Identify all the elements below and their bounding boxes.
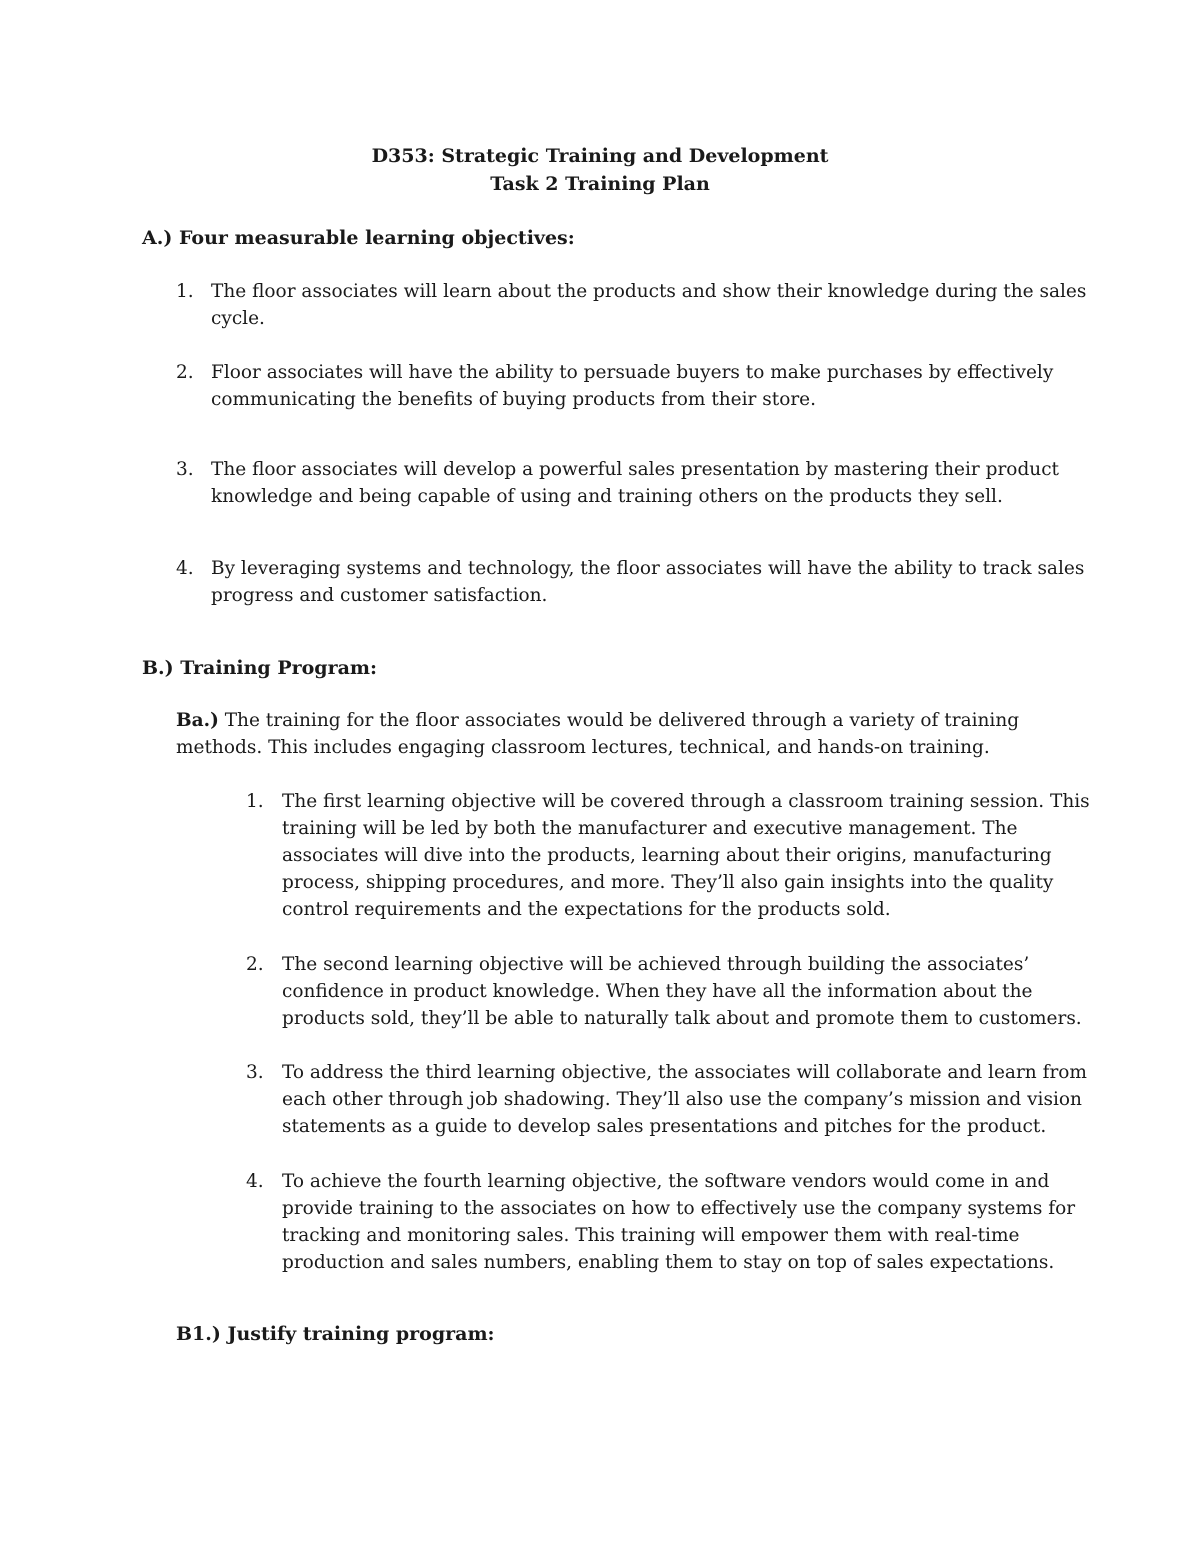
objective-text: The floor associates will develop a powerful sales presentation by mastering their product knowledge and being capable of using and training others on the products they sell.	[211, 459, 1059, 507]
ba-text: The training for the floor associates would be delivered through a variety of training methods. This includes engaging classroom lectures, technical, and hands-on training.	[176, 710, 1020, 758]
method-text: To address the third learning objective, the associates will collaborate and learn from each other through job shadowing. They’ll also use the company’s mission and vision statements as a guide to develop sales presentations and pitches for the product.	[282, 1062, 1087, 1137]
objective-number: 3.	[176, 459, 194, 480]
section-b-heading: B.) Training Program:	[142, 657, 378, 679]
objective-text: Floor associates will have the ability to persuade buyers to make purchases by effectively communicating the benefits of buying products from their store.	[211, 362, 1054, 410]
method-number: 3.	[246, 1062, 264, 1083]
method-number: 2.	[246, 954, 264, 975]
objective-number: 1.	[176, 281, 194, 302]
ba-label: Ba.)	[176, 710, 219, 731]
section-a-heading: A.) Four measurable learning objectives:	[142, 227, 575, 249]
method-text: The second learning objective will be achieved through building the associates’ confidence in product knowledge. When they have all the information about the products sold, they’ll be able to naturally talk about and promote them to customers.	[282, 954, 1082, 1029]
document-title: D353: Strategic Training and Development	[371, 145, 829, 167]
ba-paragraph	[176, 707, 1046, 761]
document-subtitle: Task 2 Training Plan	[490, 173, 710, 195]
method-number: 1.	[246, 791, 264, 812]
section-b1-heading: B1.) Justify training program:	[176, 1323, 495, 1345]
objective-text: By leveraging systems and technology, the floor associates will have the ability to track sales progress and customer satisfaction.	[211, 558, 1085, 606]
method-text: To achieve the fourth learning objective, the software vendors would come in and provide training to the associates on how to effectively use the company systems for tracking and monitoring sales. This training will empower them with real-time production and sales numbers, enabling them to stay on top of sales expectations.	[282, 1171, 1076, 1273]
objective-text: The floor associates will learn about the products and show their knowledge during the sales cycle.	[211, 281, 1087, 329]
method-text: The first learning objective will be covered through a classroom training session. This training will be led by both the manufacturer and executive management. The associates will dive into the products, learning about their origins, manufacturing process, shipping procedures, and more. They’ll also gain insights into the quality control requirements and the expectations for the products sold.	[282, 791, 1090, 920]
method-number: 4.	[246, 1171, 264, 1192]
objective-number: 4.	[176, 558, 194, 579]
objective-number: 2.	[176, 362, 194, 383]
